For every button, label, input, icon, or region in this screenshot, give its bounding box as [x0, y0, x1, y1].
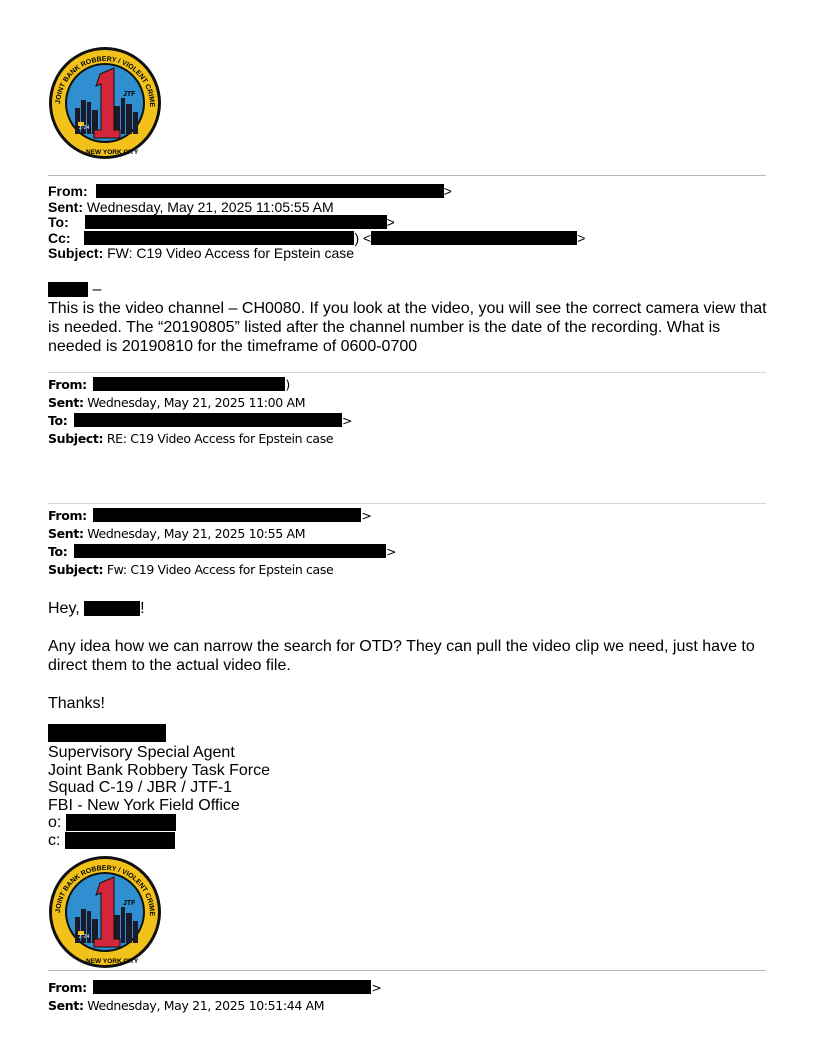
sent-value: Wednesday, May 21, 2025 11:00 AM [87, 395, 306, 410]
subject-label: Subject: [48, 245, 104, 261]
from-label: From: [48, 508, 87, 523]
divider [48, 970, 766, 971]
subject-value: RE: C19 Video Access for Epstein case [106, 431, 334, 446]
to-label: To: [48, 413, 68, 428]
email1-sent-line [48, 200, 768, 216]
to-label: To: [48, 544, 68, 559]
divider [48, 372, 766, 373]
email1-from-line [48, 184, 768, 200]
subject-value: FW: C19 Video Access for Epstein case [107, 245, 355, 261]
logo-top-text: JOINT BANK ROBBERY / VIOLENT CRIME [55, 864, 156, 917]
redaction [84, 601, 140, 616]
signature-block [48, 744, 448, 849]
redaction [84, 231, 354, 245]
sent-label: Sent: [48, 395, 84, 410]
cc-tail: > [577, 229, 586, 246]
salutation-tail: – [88, 281, 102, 298]
to-tail: > [386, 544, 397, 559]
signature-title: Supervisory Special Agent [48, 744, 235, 761]
email1-cc-line [48, 231, 768, 247]
email2-header [48, 376, 768, 448]
email1-to-line [48, 215, 768, 231]
email3-closing: Thanks! [48, 695, 105, 712]
from-tail: > [371, 980, 382, 995]
divider [48, 503, 766, 504]
email3-from-line [48, 507, 768, 525]
from-tail: ) [285, 377, 290, 392]
logo-badge-text: JTF [123, 91, 136, 98]
to-tail: > [342, 413, 353, 428]
redaction [48, 282, 88, 297]
signature-office-phone [48, 814, 448, 832]
signature-org: Joint Bank Robbery Task Force [48, 761, 271, 779]
subject-value: Fw: C19 Video Access for Epstein case [106, 562, 334, 577]
email4-sent-line [48, 997, 768, 1015]
from-label: From: [48, 183, 88, 199]
email3-header [48, 507, 768, 579]
email1-subject-line [48, 246, 768, 262]
email3-sent-line [48, 525, 768, 543]
sent-value: Wednesday, May 21, 2025 11:05:55 AM [86, 198, 334, 215]
redaction [85, 215, 387, 229]
divider [48, 175, 766, 176]
sent-value: Wednesday, May 21, 2025 10:51:44 AM [87, 998, 325, 1013]
redaction [96, 184, 444, 198]
redaction [65, 832, 175, 849]
email1-salutation [48, 280, 768, 299]
redaction [93, 377, 285, 391]
signature-squad: Squad C-19 / JBR / JTF-1 [48, 779, 233, 796]
redaction [74, 413, 342, 427]
redaction [93, 508, 361, 522]
sent-label: Sent: [48, 198, 83, 215]
logo-tower-label: Z-24 [79, 125, 90, 131]
email3-body: Any idea how we can narrow the search for OTD? They can pull the video clip we need, just have to direct them to the actual video file. [48, 638, 755, 674]
email4-header [48, 979, 768, 1015]
jtf-logo-signature [48, 855, 162, 969]
office-phone-label: o: [48, 814, 62, 831]
subject-label: Subject: [48, 562, 104, 577]
redaction [66, 814, 176, 831]
email1-header [48, 184, 768, 262]
sent-value: Wednesday, May 21, 2025 10:55 AM [87, 526, 306, 541]
email4-from-line [48, 979, 768, 997]
from-tail: > [361, 508, 372, 523]
greeting-post: ! [140, 600, 145, 617]
logo-bottom-text: NEW YORK CITY [86, 958, 139, 965]
email3-greeting [48, 599, 768, 618]
email3-subject-line [48, 561, 768, 579]
from-tail: > [443, 183, 452, 199]
email2-sent-line [48, 394, 768, 412]
sent-label: Sent: [48, 998, 84, 1013]
cell-phone-label: c: [48, 831, 61, 849]
redaction [93, 980, 371, 994]
redaction [371, 231, 577, 245]
greeting-pre: Hey, [48, 600, 85, 617]
jtf-seal-icon [48, 46, 162, 160]
jtf-logo-top [48, 46, 162, 160]
signature-cell-phone [48, 832, 448, 850]
to-tail: > [386, 214, 395, 230]
signature-office: FBI - New York Field Office [48, 796, 240, 814]
redaction-signature-name [48, 724, 166, 742]
subject-label: Subject: [48, 431, 104, 446]
email3-to-line [48, 543, 768, 561]
from-label: From: [48, 377, 87, 392]
logo-bottom-text: NEW YORK CITY [86, 149, 139, 156]
to-label: To: [48, 214, 69, 230]
cc-label: Cc: [48, 229, 71, 246]
cc-mid: ) < [354, 229, 372, 246]
logo-top-text: JOINT BANK ROBBERY / VIOLENT CRIME [55, 55, 156, 108]
email2-from-line [48, 376, 768, 394]
sent-label: Sent: [48, 526, 84, 541]
jtf-seal-icon [48, 855, 162, 969]
email2-to-line [48, 412, 768, 430]
from-label: From: [48, 980, 87, 995]
email1-body: This is the video channel – CH0080. If you look at the video, you will see the correct camera view that is needed. The “20190805” listed after the channel number is the date of the recording. What is needed is 20190810 for the timeframe of 0600-0700 [48, 300, 767, 355]
logo-badge-text: JTF [123, 900, 136, 907]
logo-tower-label: Z-24 [79, 934, 90, 940]
email2-subject-line [48, 430, 768, 448]
redaction [74, 544, 386, 558]
